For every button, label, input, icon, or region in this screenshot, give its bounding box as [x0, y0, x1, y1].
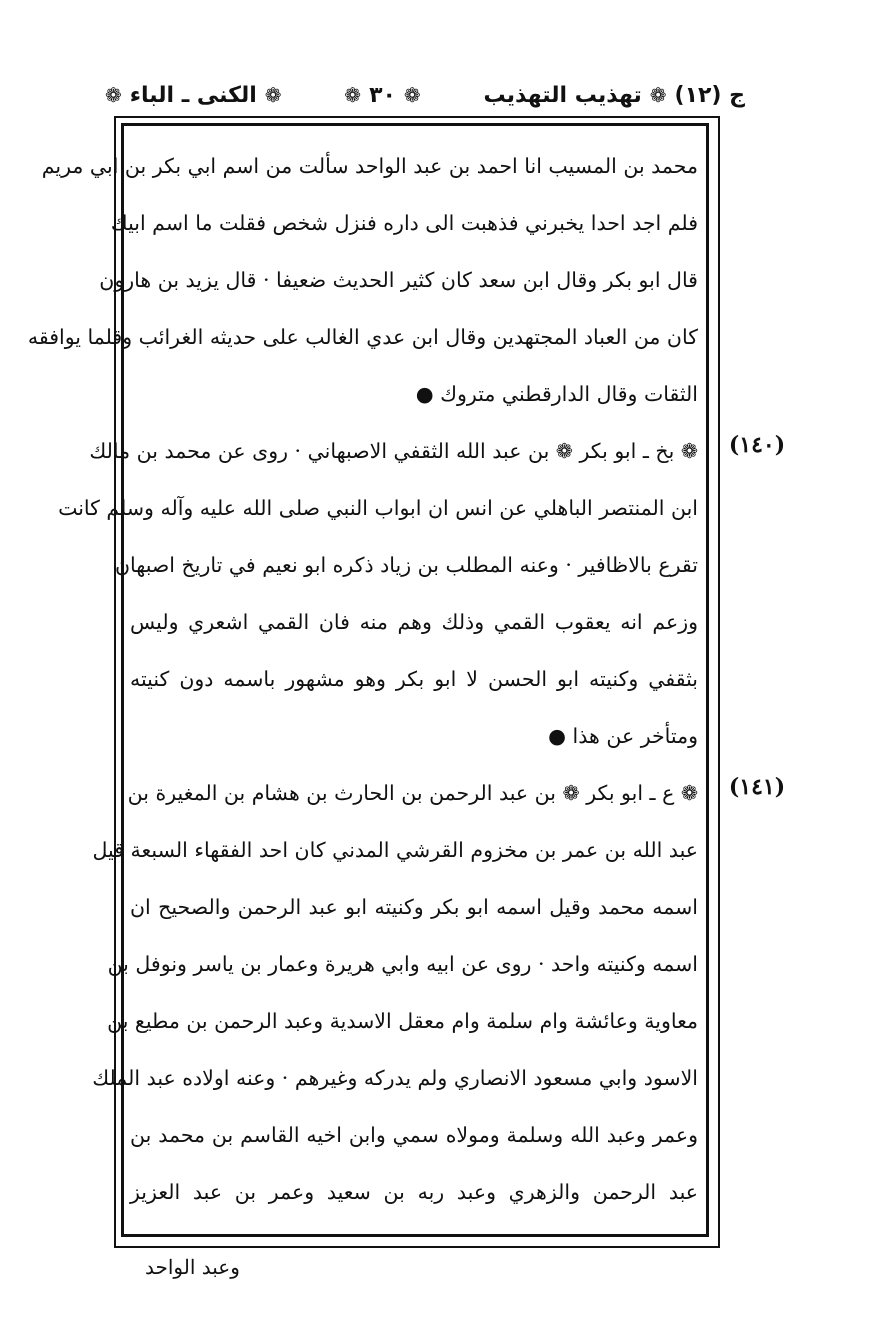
ornament-icon: ❁ [344, 83, 362, 107]
entry-number: (١٤١) [728, 774, 786, 800]
text-line: اسمه وكنيته واحد · روى عن ابيه وابي هريرة وعمار بن ياسر ونوفل بن [107, 952, 698, 976]
entry-continuation [27, 138, 698, 423]
entry-140 [58, 423, 698, 765]
text-line: اسمه محمد وقيل اسمه ابو بكر وكنيته ابو عبد الرحمن والصحيح ان [130, 895, 698, 919]
entry-141 [92, 765, 698, 1221]
catchword: وعبد الواحد [145, 1255, 240, 1279]
text-line: عبد الله بن عمر بن مخزوم القرشي المدني كان احد الفقهاء السبعة قيل [92, 838, 698, 862]
text-line: الاسود وابي مسعود الانصاري ولم يدركه وغيرهم · وعنه اولاده عبد الملك [92, 1066, 698, 1090]
section-title: الكنى ـ الباء [129, 82, 257, 108]
text-line: تقرع بالاظافير · وعنه المطلب بن زياد ذكره ابو نعيم في تاريخ اصبهان [114, 553, 698, 577]
page-number: ٣٠ [369, 82, 396, 108]
entry-number: (١٤٠) [728, 432, 786, 458]
text-line: قال ابو بكر وقال ابن سعد كان كثير الحديث ضعيفا · قال يزيد بن هارون [99, 268, 698, 292]
text-line: الثقات وقال الدارقطني متروك ● [415, 382, 698, 406]
text-line: وعمر وعبد الله وسلمة ومولاه سمي وابن اخيه القاسم بن محمد بن [130, 1123, 698, 1147]
text-line: فلم اجد احدا يخبرني فذهبت الى داره فنزل شخص فقلت ما اسم ابيك [110, 211, 698, 235]
text-line: وزعم انه يعقوب القمي وذلك وهم منه فان القمي اشعري وليس [130, 610, 698, 634]
body-text [27, 138, 698, 1221]
header-right-group [483, 83, 745, 108]
text-line: بثقفي وكنيته ابو الحسن لا ابو بكر وهو مشهور باسمه دون كنيته [130, 667, 698, 691]
text-line: ❁ ع ـ ابو بكر ❁ بن عبد الرحمن بن الحارث بن هشام بن المغيرة بن [127, 781, 698, 805]
header-left-group [105, 83, 282, 108]
text-line: معاوية وعائشة وام سلمة وام معقل الاسدية وعبد الرحمن بن مطيع بن [107, 1009, 698, 1033]
text-line: ❁ بخ ـ ابو بكر ❁ بن عبد الله الثقفي الاصبهاني · روى عن محمد بن مالك [89, 439, 698, 463]
ornament-icon: ❁ [403, 83, 421, 107]
book-title: تهذيب التهذيب [483, 82, 642, 108]
header-center-group [344, 83, 420, 108]
text-line: عبد الرحمن والزهري وعبد ربه بن سعيد وعمر بن عبد العزيز [130, 1180, 698, 1204]
text-line: محمد بن المسيب انا احمد بن عبد الواحد سألت من اسم ابي بكر بن ابي مريم [41, 154, 698, 178]
ornament-icon: ❁ [649, 83, 667, 107]
text-line: ومتأخر عن هذا ● [548, 724, 698, 748]
volume-label: ج (١٢) [674, 82, 745, 108]
running-header [105, 70, 745, 120]
text-line: كان من العباد المجتهدين وقال ابن عدي الغالب على حديثه الغرائب وقلما يوافقه [27, 325, 698, 349]
text-line: ابن المنتصر الباهلي عن انس ان ابواب النبي صلى الله عليه وآله وسلم كانت [58, 496, 698, 520]
ornament-icon: ❁ [264, 83, 282, 107]
ornament-icon: ❁ [105, 83, 122, 107]
